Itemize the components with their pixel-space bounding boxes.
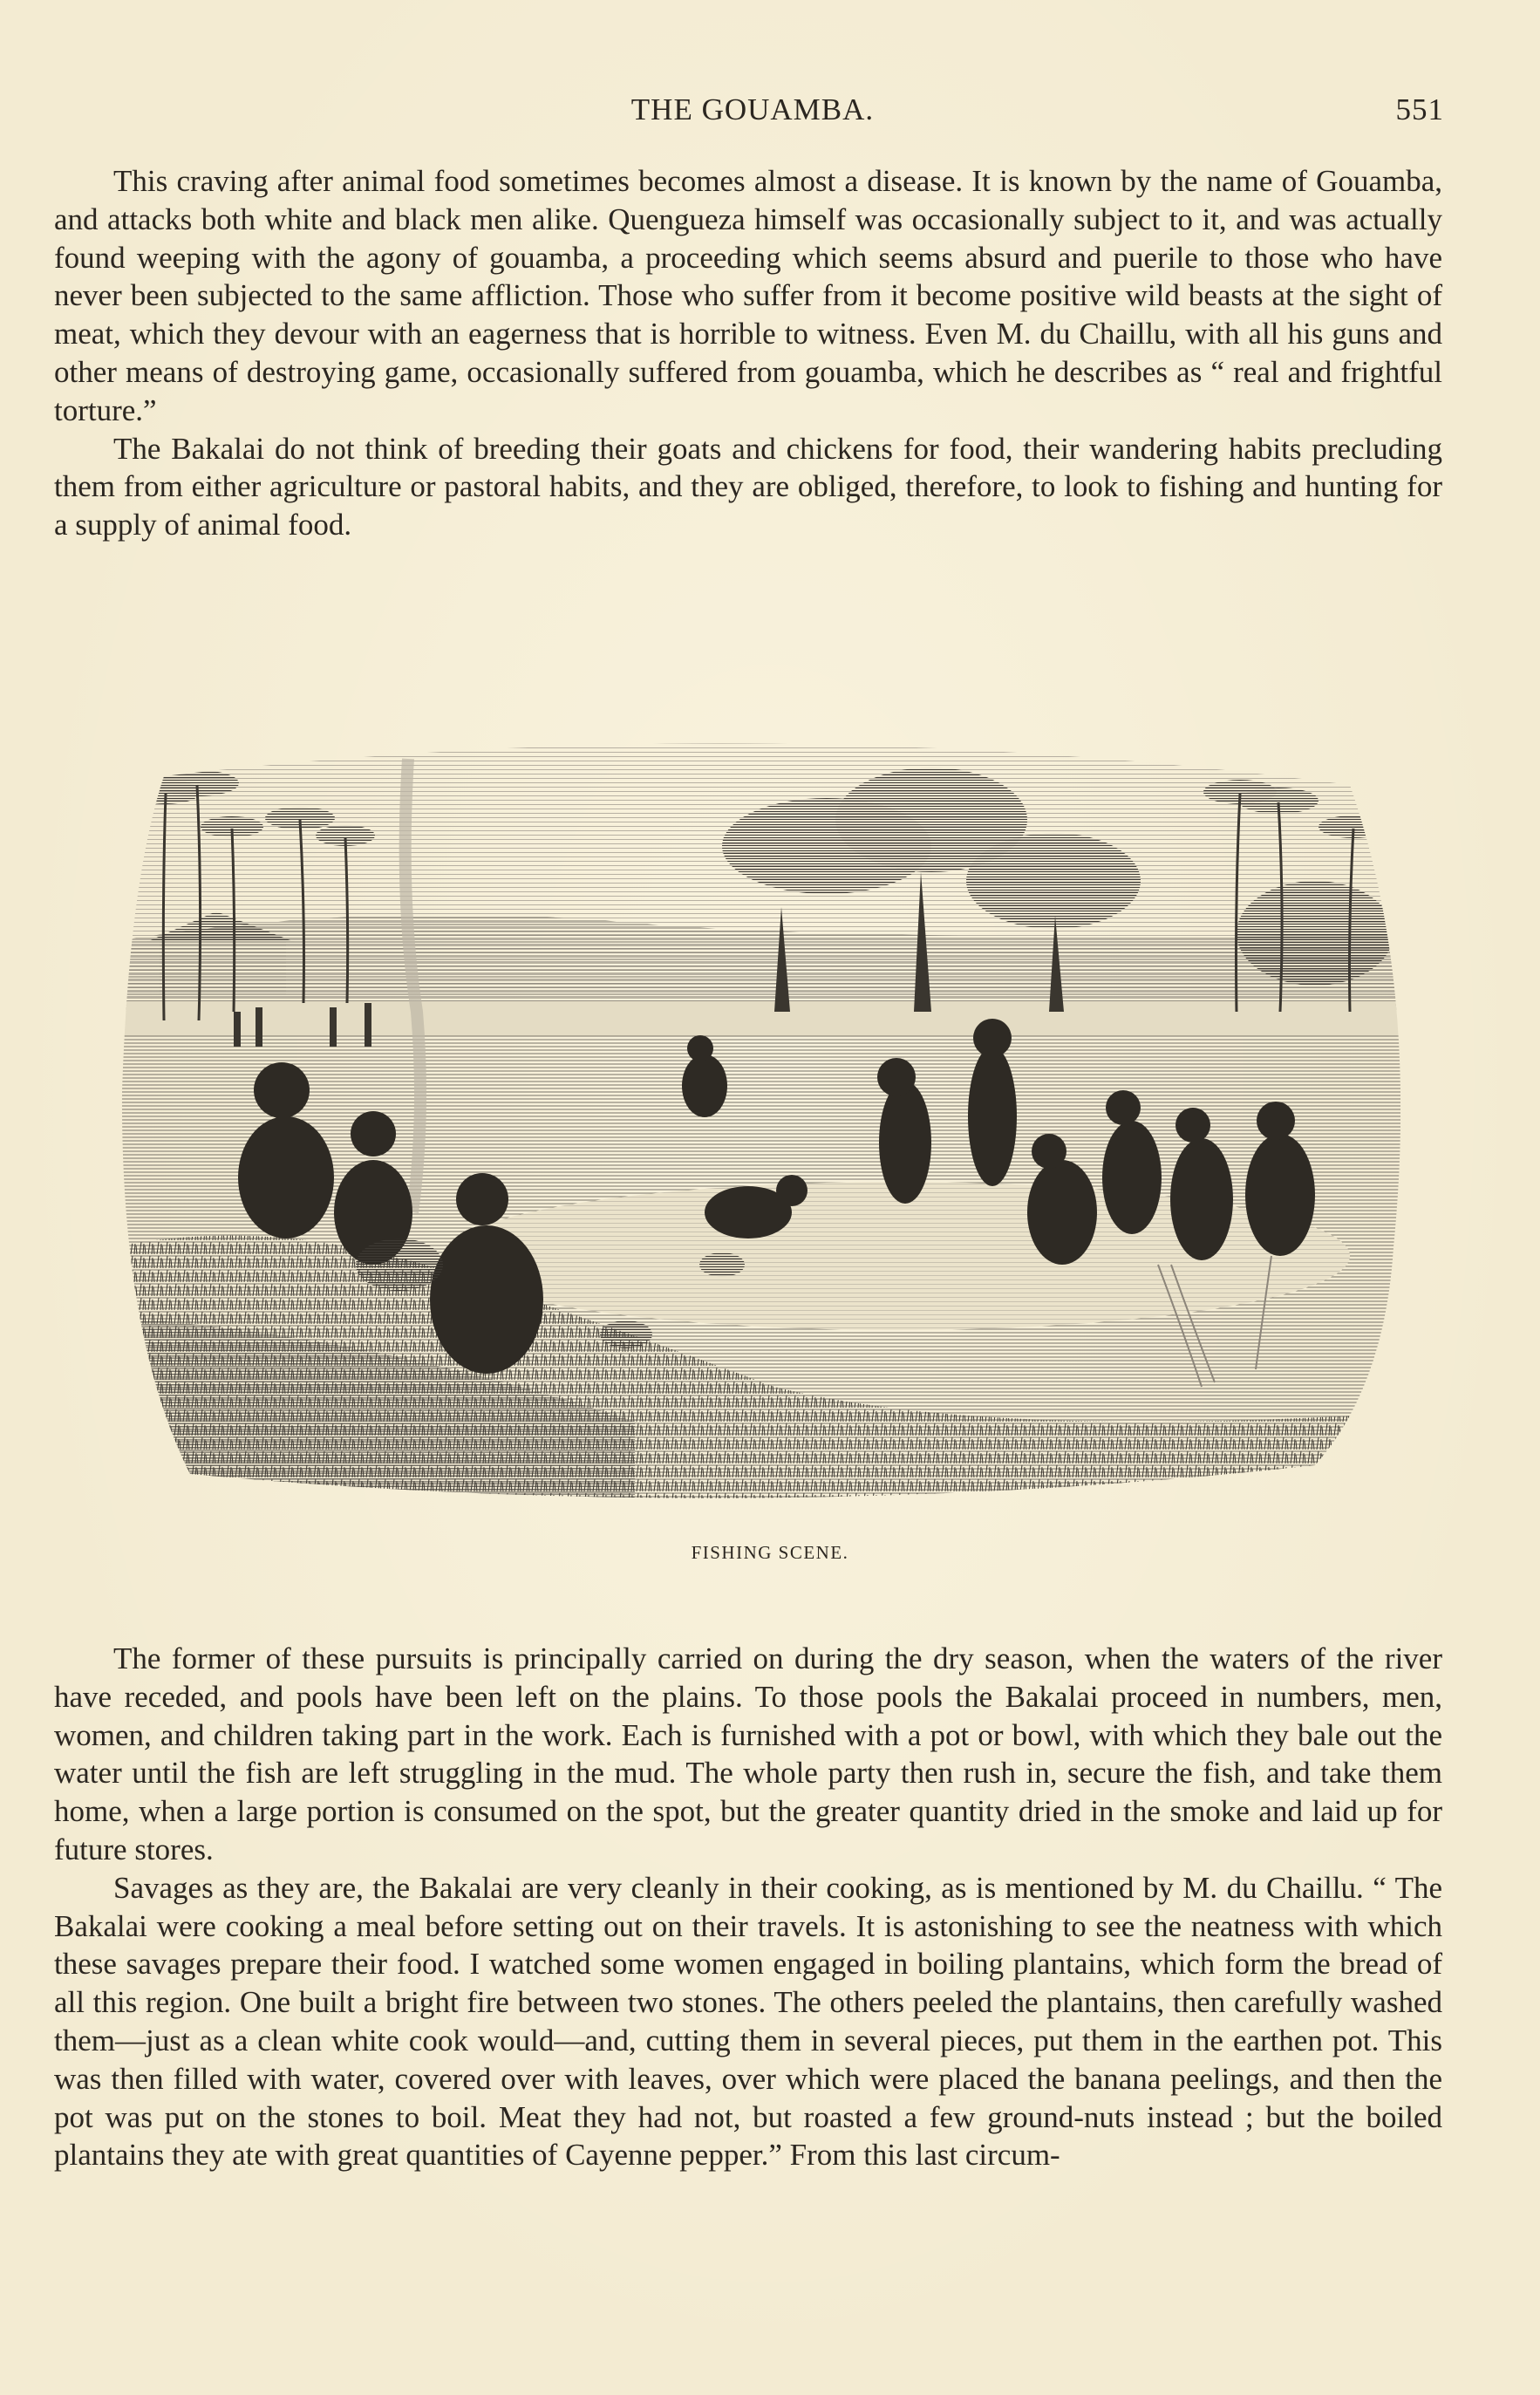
running-title: THE GOUAMBA. [630, 92, 875, 126]
paragraph: This craving after animal food sometimes becomes almost a disease. It is known by the name of Gouamba, and attacks both white and black men alike. Quengueza himself was occasionally subject to it, and was actually found weeping with the agony of gouamba, a proceeding which seems absurd and puerile to those who have never been subjected to the same affliction. Those who suffer from it become positive wild beasts at the sight of meat, which they devour with an eagerness that is horrible to witness. Even M. du Chaillu, with all his guns and other means of destroying game, occasionally suffered from gouamba, which he describes as “ real and frightful torture.” [54, 164, 1442, 427]
paragraph: The former of these pursuits is principally carried on during the dry season, when the waters of the river have receded, and pools have been left on the plains. To those pools the Bakalai proceed in numbers, men, women, and children taking part in the work. Each is furnished with a pot or bowl, with which they bale out the water until the fish are left struggling in the mud. The whole party then rush in, secure the fish, and take them home, when a large portion is consumed on the spot, but the greater quantity dried in the smoke and laid up for future stores. [54, 1641, 1442, 1866]
text-block-bottom [54, 1640, 1442, 2174]
running-head [61, 85, 1444, 138]
paragraph: Savages as they are, the Bakalai are very cleanly in their cooking, as is mentioned by M. du Chaillu. “ The Bakalai were cooking a meal before setting out on their travels. It is astonishing to see the neatness with which these savages prepare their food. I watched some women engaged in boiling plantains, which form the bread of all this region. One built a bright fire between two stones. The others peeled the plantains, then carefully washed them—just as a clean white cook would—and, cutting them in several pieces, put them in the earthen pot. This was then filled with water, covered over with leaves, over which were placed the banana peelings, and then the pot was put on the stones to boil. Meat they had not, but roasted a few ground-nuts instead ; but the boiled plantains they ate with great quantities of Cayenne pepper.” From this last circum- [54, 1870, 1442, 2173]
engraving-drawing [112, 724, 1400, 1509]
paragraph: The Bakalai do not think of breeding their goats and chickens for food, their wandering habits precluding them from either agriculture or pastoral habits, and they are obliged, therefore, to look to fishing and hunting for a supply of animal food. [54, 431, 1442, 542]
figure-caption: FISHING SCENE. [691, 1542, 849, 1563]
fishing-scene-engraving [112, 724, 1400, 1509]
page-number: 551 [1395, 92, 1444, 126]
text-block-top [54, 162, 1442, 544]
